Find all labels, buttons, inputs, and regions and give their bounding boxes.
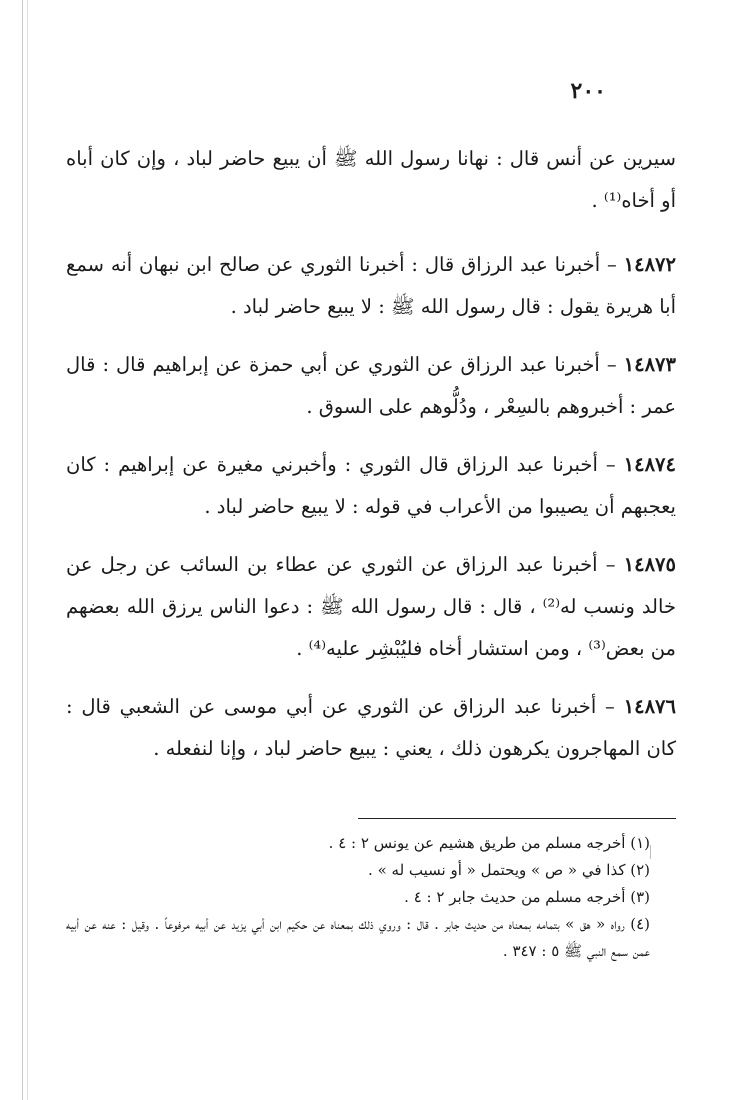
hadith-text: – أخبرنا عبد الرزاق عن الثوري عن أبي موسى عن الشعبي قال : كان المهاجرون يكرهون ذلك ، يعني : يبيع حاضر لباد ، وإنا لنفعله . [66, 695, 676, 760]
hadith-number: ١٤٨٧٤ [623, 453, 677, 476]
footnote-3: (٣) أخرجه مسلم من حديث جابر ٢ : ٤ . [404, 888, 650, 906]
hadith-text: – أخبرنا عبد الرزاق قال : أخبرنا الثوري عن صالح ابن نبهان أنه سمع أبا هريرة يقول : قال رسول الله ﷺ : لا يبيع حاضر لباد . [66, 253, 676, 318]
continuation-paragraph: سيرين عن أنس قال : نهانا رسول الله ﷺ أن يبيع حاضر لباد ، وإن كان أباه أو أخاه⁽¹⁾ . [66, 147, 676, 212]
hadith-number: ١٤٨٧٢ [623, 253, 676, 276]
footnote-4: (٤) رواه « هق » بتمامه بمعناه من حديث جابر . قال : وروي ذلك بمعناه عن حكيم ابن أبي يزيد عن أبيه مرفوعاً . وقيل : عنه عن أبيه عمن سمع النبي ﷺ ٥ : ٣٤٧ . [66, 915, 650, 960]
hadith-14873 [66, 344, 676, 428]
hadith-number: ١٤٨٧٦ [623, 695, 676, 718]
page-edge-line [22, 0, 23, 1100]
hadith-14876 [66, 686, 676, 770]
hadith-number: ١٤٨٧٣ [623, 353, 676, 376]
hadith-14874 [66, 444, 676, 528]
main-text [66, 138, 676, 786]
hadith-text: – أخبرنا عبد الرزاق عن الثوري عن أبي حمزة عن إبراهيم قال : قال عمر : أخبروهم بالسِعْر ، ودُلُّوهم على السوق . [66, 353, 676, 418]
hadith-14875 [66, 544, 676, 670]
footnote-2: (٢) كذا في « ص » ويحتمل « أو نسيب له » . [368, 861, 650, 879]
hadith-text: – أخبرنا عبد الرزاق عن الثوري عن عطاء بن السائب عن رجل عن خالد ونسب له⁽²⁾ ، قال : قال رسول الله ﷺ : دعوا الناس يرزق الله بعضهم من بعض⁽³⁾ ، ومن استشار أخاه فليُبْشِر عليه⁽⁴⁾ . [66, 553, 676, 660]
footnote-separator [358, 818, 676, 819]
hadith-number: ١٤٨٧٥ [623, 553, 677, 576]
footnote-1: (١) أخرجه مسلم من طريق هشيم عن يونس ٢ : ٤ . [328, 834, 650, 852]
page-number: ٢٠٠ [570, 78, 606, 104]
footnotes [66, 830, 676, 965]
hadith-text: – أخبرنا عبد الرزاق قال الثوري : وأخبرني مغيرة عن إبراهيم : كان يعجبهم أن يصيبوا من الأعراب في قوله : لا يبيع حاضر لباد . [66, 453, 676, 518]
page-edge-line-inner [27, 0, 28, 1100]
hadith-14872 [66, 244, 676, 328]
